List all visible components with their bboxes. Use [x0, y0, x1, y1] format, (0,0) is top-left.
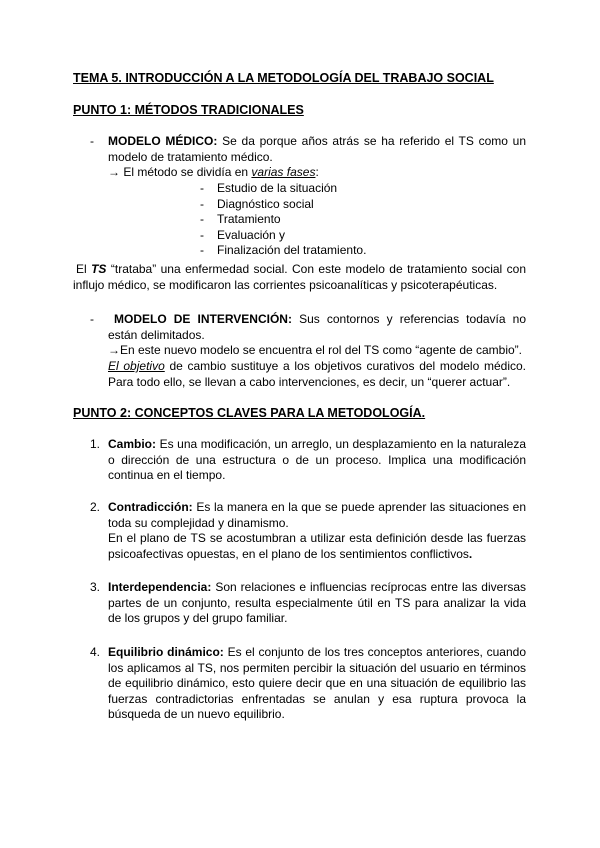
concept-extra-paragraph	[108, 531, 526, 562]
summary-start: El	[76, 262, 92, 276]
concept-paragraph	[108, 500, 526, 531]
item-number: 3.	[90, 580, 101, 594]
phase-text: Evaluación y	[217, 227, 286, 242]
phase-bullet: -	[200, 181, 204, 195]
concept-term: Equilibrio dinámico:	[108, 645, 224, 659]
fases-intro: → El método se dividía en	[108, 165, 252, 179]
phase-bullet: -	[200, 212, 204, 226]
objetivo-paragraph	[108, 359, 526, 390]
phase-text: Finalización del tratamiento.	[217, 243, 367, 257]
fases-line	[108, 165, 319, 181]
concept-extra-end: .	[468, 546, 473, 561]
concept-text: Son relaciones e influencias recíprocas entre las diversas partes de un conjunto, resulta especialmente útil en TS para analizar la vida de los grupos y del grupo familiar.	[108, 580, 526, 625]
list-item	[200, 181, 366, 197]
concept-paragraph	[108, 645, 526, 723]
modelo-intervencion-paragraph	[108, 312, 526, 343]
punto2-heading: PUNTO 2: CONCEPTOS CLAVES PARA LA METODOLOGÍA.	[73, 406, 426, 420]
concept-term: Contradicción:	[108, 500, 193, 514]
phase-text: Estudio de la situación	[217, 181, 338, 195]
concept-paragraph	[108, 580, 526, 627]
concept-paragraph	[108, 437, 526, 484]
phase-bullet: -	[200, 196, 204, 211]
list-item	[200, 243, 366, 259]
modelo-intervencion-label: MODELO DE INTERVENCIÓN:	[114, 312, 292, 326]
punto1-heading: PUNTO 1: MÉTODOS TRADICIONALES	[73, 103, 304, 117]
modelo-medico-paragraph	[108, 134, 526, 165]
fases-emphasis: varias fases	[251, 165, 316, 179]
phase-text: Tratamiento	[217, 212, 281, 226]
objetivo-label: El objetivo	[108, 359, 165, 373]
bullet-dash: -	[90, 312, 94, 326]
list-item	[200, 228, 366, 244]
item-number: 4.	[90, 645, 101, 659]
modelo-medico-label: MODELO MÉDICO:	[108, 134, 218, 148]
fases-colon: :	[315, 165, 319, 179]
concept-text: Es el conjunto de los tres conceptos anteriores, cuando los aplicamos al TS, nos permiten percibir la situación del usuario en términos de equilibrio dinámico, esto quiere decir que en una situación de equilibrio las fuerzas contradictorias enfrentadas se anulan y esa ruptura provoca la búsqueda de un nuevo equilibrio.	[108, 645, 526, 721]
concept-text: Es la manera en la que se puede aprender las situaciones en toda su complejidad y dinamismo.	[108, 500, 526, 530]
modelo-medico-text: Se da porque años atrás se ha referido el TS como un modelo de tratamiento médico.	[108, 134, 527, 164]
list-item	[200, 212, 366, 228]
bullet-dash: -	[90, 134, 94, 148]
phase-bullet: -	[200, 243, 204, 257]
summary-rest: “trataba” una enfermedad social. Con este modelo de tratamiento social con influjo médico, se modificaron las corrientes psicoanalíticas y psicoterapéuticas.	[73, 262, 526, 292]
document-title: TEMA 5. INTRODUCCIÓN A LA METODOLOGÍA DEL TRABAJO SOCIAL	[73, 71, 494, 85]
modelo-intervencion-text: Sus contornos y referencias todavía no están delimitados.	[108, 312, 526, 342]
summary-ts: TS	[91, 262, 107, 276]
agente-cambio-line: →En este nuevo modelo se encuentra el rol del TS como “agente de cambio”.	[108, 343, 523, 357]
item-number: 1.	[90, 437, 101, 451]
concept-text: Es una modificación, un arreglo, un desplazamiento en la naturaleza o dirección de una estructura o de un proceso. Implica una modificación continua en el tiempo.	[108, 437, 526, 482]
phase-bullet: -	[200, 227, 204, 242]
summary-paragraph	[73, 262, 526, 293]
list-item	[200, 197, 366, 213]
concept-term: Interdependencia:	[108, 580, 212, 594]
item-number: 2.	[90, 500, 101, 514]
phase-text: Diagnóstico social	[217, 196, 314, 211]
concept-term: Cambio:	[108, 437, 156, 451]
phase-list	[200, 181, 366, 259]
concept-extra-text: En el plano de TS se acostumbran a utilizar esta definición desde las fuerzas psicoafectivas opuestas, en el plano de los sentimientos conflictivos	[108, 531, 526, 561]
objetivo-text: de cambio sustituye a los objetivos curativos del modelo médico. Para todo ello, se llevan a cabo intervenciones, es decir, un “querer actuar”.	[108, 359, 526, 389]
